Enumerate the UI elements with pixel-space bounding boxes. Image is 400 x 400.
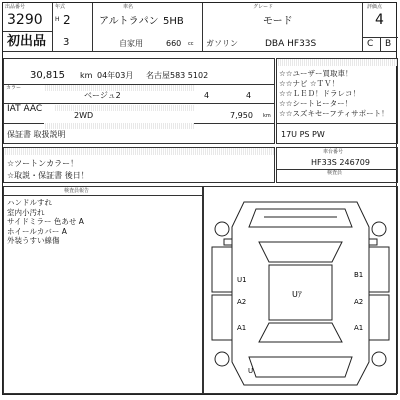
transmission: IAT AAC	[7, 104, 43, 114]
chassis-block	[276, 147, 398, 183]
color: ベージュ2	[84, 91, 121, 100]
notes-line-1: ☆ツートンカラー！	[7, 159, 79, 168]
features-list	[279, 69, 389, 119]
month: 3	[63, 37, 70, 48]
grade-cell	[203, 3, 363, 51]
car-name: アルトラパン	[99, 16, 159, 27]
mileage: 30,815	[30, 70, 65, 81]
year-number: 2	[63, 13, 71, 27]
spec-block	[3, 58, 275, 144]
damage-diagram	[203, 186, 398, 394]
mark-roof: Uｱ	[292, 290, 302, 299]
score-label: 評価点	[367, 4, 383, 10]
drive: 2WD	[74, 111, 94, 120]
fuel-consumption: 7,950	[230, 111, 253, 120]
usage: 自家用	[119, 39, 143, 48]
interior-grade: C	[367, 39, 374, 49]
feature-item: ☆☆シートヒーター！	[279, 99, 353, 108]
lot-label: 出品番号	[5, 4, 26, 10]
color-label: カラー	[6, 85, 22, 91]
feature-item: ☆☆ＬＥＤ！ドラレコ！	[279, 89, 360, 98]
auction-sheet	[2, 2, 397, 395]
body-type: 5HB	[163, 16, 184, 27]
mark-u1: U1	[237, 276, 247, 284]
notes1: 保証書 取扱説明	[7, 130, 66, 139]
mark-rear: U	[248, 367, 254, 375]
feature-item: ☆☆ナビ ☆ＴＶ！	[279, 79, 340, 88]
remarks-header: 検査員報告	[64, 188, 90, 194]
seats: 4	[246, 91, 252, 100]
inspector-remarks	[3, 186, 203, 394]
remark-line: 室内小汚れ	[7, 207, 45, 217]
exterior-grade: B	[385, 39, 392, 49]
car-name-label: 車名	[123, 4, 134, 10]
year-label: 年式	[55, 4, 66, 10]
equipment-codes: 17U PS PW	[281, 130, 325, 139]
remark-line: サイドミラー 色あせ A	[7, 217, 84, 226]
notes-line-2: ☆取説・保証書 後日！	[7, 171, 89, 180]
score: 4	[375, 12, 384, 28]
lot-cell	[3, 3, 53, 51]
lot-number: 3290	[7, 12, 43, 28]
first-listing-badge: 初出品	[7, 34, 47, 49]
doors: 4	[204, 91, 210, 100]
remarks-list	[7, 198, 84, 246]
notes-box	[3, 147, 275, 183]
mileage-unit: km	[80, 71, 93, 80]
mark-a2-left: A2	[237, 298, 247, 306]
inspector-label: 検査員	[327, 170, 343, 176]
mark-a1-left: A1	[237, 324, 247, 332]
year-era: H	[55, 16, 60, 23]
chassis-label: 車台番号	[323, 149, 344, 155]
car-diagram-svg	[204, 187, 397, 393]
feature-item: ☆☆ユーザー買取車！	[279, 69, 353, 78]
fuel-consumption-unit: km	[263, 113, 271, 119]
car-name-cell	[93, 3, 203, 51]
year-cell	[53, 3, 93, 51]
mark-b1: B1	[354, 271, 364, 279]
feature-item: ☆☆スズキセーフティサポート！	[279, 109, 389, 118]
spec-header	[4, 59, 274, 66]
displacement-unit: cc	[188, 41, 194, 47]
grade: モード	[263, 16, 293, 27]
displacement: 660	[166, 39, 182, 48]
mark-a1-right: A1	[354, 324, 364, 332]
chassis-number: HF33S 246709	[311, 158, 370, 167]
inspection-date: 名古屋583 5102	[146, 71, 209, 80]
model-code: DBA HF33S	[265, 39, 317, 49]
inspection: 04年03月	[97, 71, 134, 80]
mark-a2-right: A2	[354, 298, 364, 306]
remark-line: 外装うすい線傷	[7, 236, 60, 245]
remark-line: ハンドルすれ	[7, 198, 52, 207]
header-row	[3, 3, 396, 52]
fuel: ガソリン	[206, 39, 238, 48]
score-cell	[363, 3, 398, 51]
grade-label: グレード	[253, 4, 274, 10]
remark-line: ホイールカバー A	[7, 226, 67, 236]
features-block	[276, 58, 398, 144]
